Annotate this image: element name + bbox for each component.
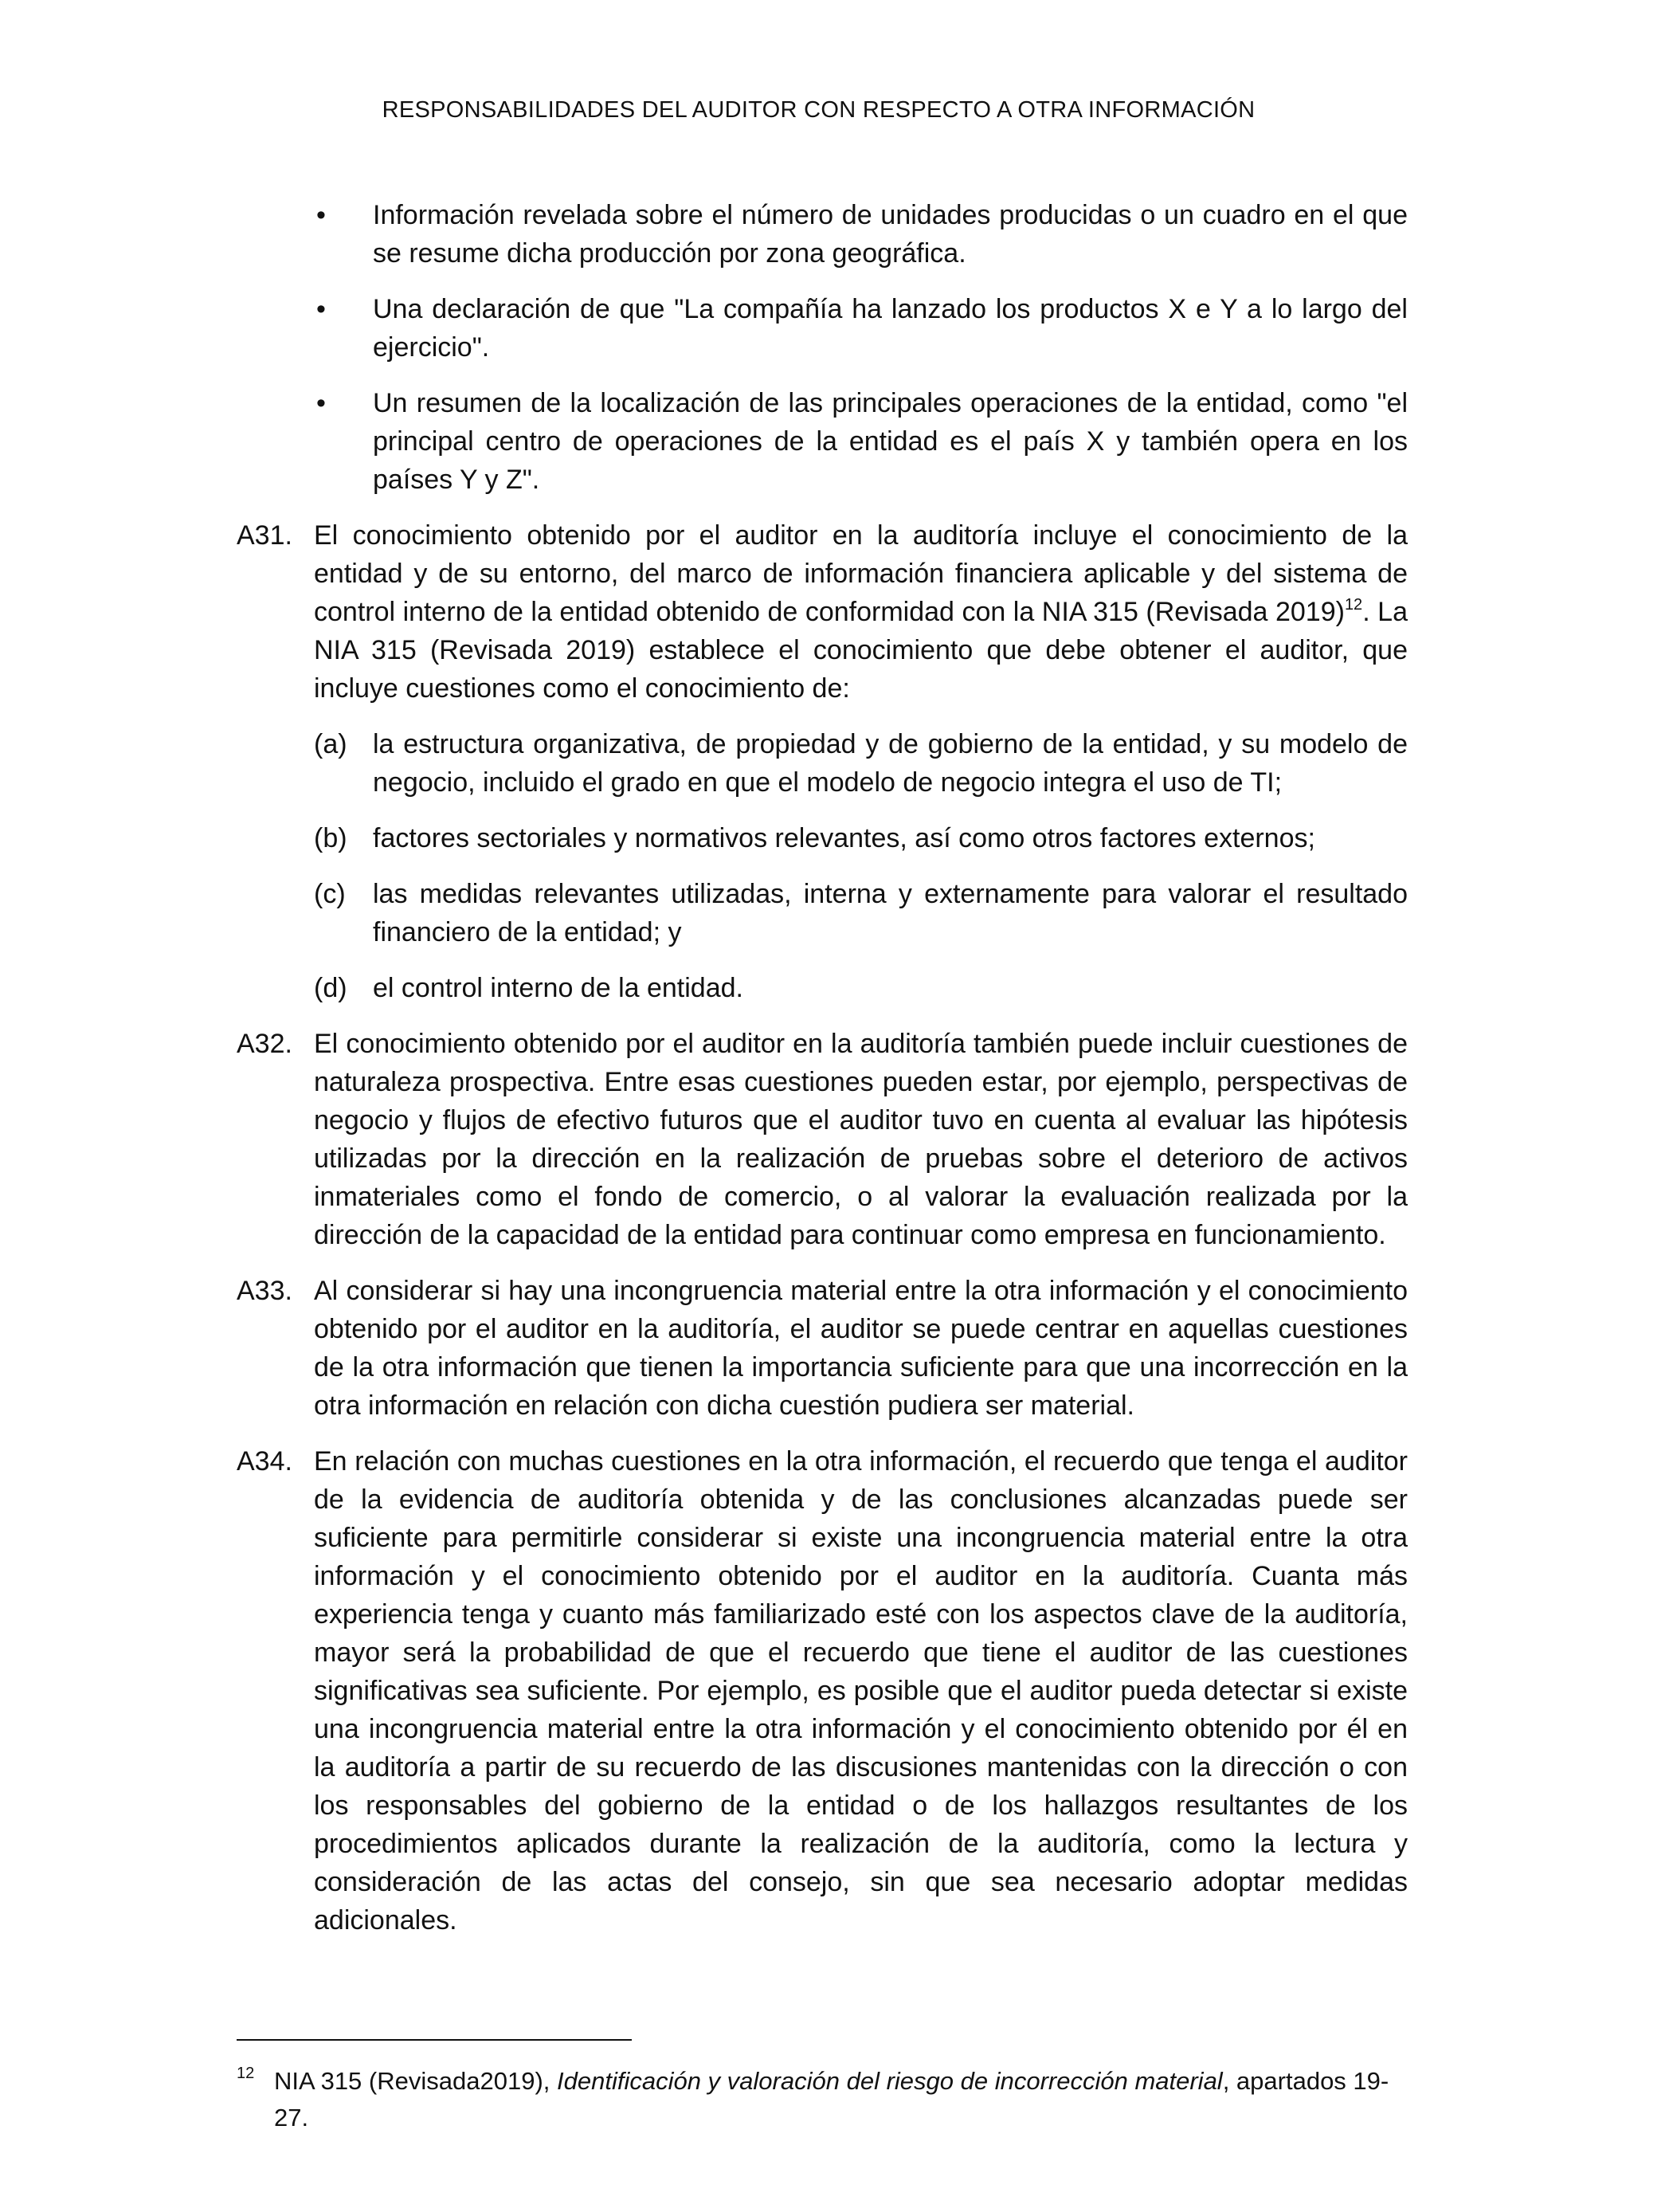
page-header: RESPONSABILIDADES DEL AUDITOR CON RESPECTO A OTRA INFORMACIÓN: [382, 97, 1256, 123]
list-text: el control interno de la entidad.: [373, 973, 743, 1003]
footnote-suffix: , apartados 19-27.: [274, 2067, 1389, 2132]
footnote-reference[interactable]: 12: [1344, 596, 1363, 614]
document-body: [237, 196, 1408, 1957]
list-text: la estructura organizativa, de propiedad y de gobierno de la entidad, y su modelo de negocio, incluido el grado en que el modelo de negocio integra el uso de TI;: [373, 729, 1408, 798]
footnote-text: [237, 2063, 1408, 2136]
list-text: las medidas relevantes utilizadas, interna y externamente para valorar el resultado financiero de la entidad; y: [373, 879, 1408, 947]
paragraph-a32: [237, 1025, 1408, 1254]
list-text: factores sectoriales y normativos relevantes, así como otros factores externos;: [373, 823, 1315, 853]
paragraph-a31: [237, 516, 1408, 708]
bullet-mark: •: [316, 200, 326, 230]
bullet-item: [237, 290, 1408, 367]
footnote-prefix: NIA 315 (Revisada2019),: [274, 2067, 557, 2095]
bullet-text: Un resumen de la localización de las principales operaciones de la entidad, como "el principal centro de operaciones de la entidad es el país X y también opera en los países Y y Z".: [373, 388, 1408, 495]
paragraph-text: El conocimiento obtenido por el auditor en la auditoría incluye el conocimiento de la entidad y de su entorno, del marco de información financiera aplicable y del sistema de control interno de la entidad obtenido de conformidad con la NIA 315 (Revisada 2019): [314, 520, 1408, 627]
paragraph-number: A34.: [237, 1446, 292, 1477]
paragraph-number: A32.: [237, 1029, 292, 1059]
paragraph-text-continued: . La NIA 315 (Revisada 2019) establece el conocimiento que debe obtener el auditor, que incluye cuestiones como el conocimiento de:: [314, 597, 1408, 704]
paragraph-text: El conocimiento obtenido por el auditor en la auditoría también puede incluir cuestiones de naturaleza prospectiva. Entre esas cuestiones pueden estar, por ejemplo, perspectivas de negocio y flujos de efectivo futuros que el auditor tuvo en cuenta al evaluar las hipótesis utilizadas por la dirección en la realización de pruebas sobre el deterioro de activos inmateriales como el fondo de comercio, o al valorar la evaluación realizada por la dirección de la capacidad de la entidad para continuar como empresa en funcionamiento.: [314, 1029, 1408, 1250]
list-label: (b): [314, 823, 347, 853]
bullet-text: Una declaración de que "La compañía ha lanzado los productos X e Y a lo largo del ejercicio".: [373, 294, 1408, 363]
list-item-b: [237, 819, 1408, 857]
footnote: [237, 2063, 1408, 2136]
paragraph-text: Al considerar si hay una incongruencia material entre la otra información y el conocimiento obtenido por el auditor en la auditoría, el auditor se puede centrar en aquellas cuestiones de la otra información que tienen la importancia suficiente para que una incorrección en la otra información en relación con dicha cuestión pudiera ser material.: [314, 1276, 1408, 1421]
footnote-divider: [237, 2039, 632, 2041]
paragraph-number: A31.: [237, 520, 292, 551]
paragraph-number: A33.: [237, 1276, 292, 1306]
list-label: (a): [314, 729, 347, 759]
footnote-mark: 12: [237, 2065, 255, 2082]
paragraph-a33: [237, 1272, 1408, 1425]
bullet-item: [237, 196, 1408, 273]
paragraph-text: En relación con muchas cuestiones en la otra información, el recuerdo que tenga el auditor de la evidencia de auditoría obtenida y de las conclusiones alcanzadas puede ser suficiente para permitirle considerar si existe una incongruencia material entre la otra información y el conocimiento obtenido por el auditor en la auditoría. Cuanta más experiencia tenga y cuanto más familiarizado esté con los aspectos clave de la auditoría, mayor será la probabilidad de que el recuerdo que tiene el auditor de las cuestiones significativas sea suficiente. Por ejemplo, es posible que el auditor pueda detectar si existe una incongruencia material entre la otra información y el conocimiento obtenido por él en la auditoría a partir de su recuerdo de las discusiones mantenidas con la dirección o con los responsables del gobierno de la entidad o de los hallazgos resultantes de los procedimientos aplicados durante la realización de la auditoría, como la lectura y consideración de las actas del consejo, sin que sea necesario adoptar medidas adicionales.: [314, 1446, 1408, 1936]
bullet-text: Información revelada sobre el número de unidades producidas o un cuadro en el que se resume dicha producción por zona geográfica.: [373, 200, 1408, 269]
list-item-c: [237, 875, 1408, 951]
bullet-mark: •: [316, 294, 326, 324]
list-label: (d): [314, 973, 347, 1003]
bullet-item: [237, 384, 1408, 499]
paragraph-a34: [237, 1442, 1408, 1939]
list-label: (c): [314, 879, 346, 909]
list-item-a: [237, 725, 1408, 802]
footnote-title: Identificación y valoración del riesgo de incorrección material: [557, 2067, 1223, 2095]
bullet-mark: •: [316, 388, 326, 418]
list-item-d: [237, 969, 1408, 1007]
